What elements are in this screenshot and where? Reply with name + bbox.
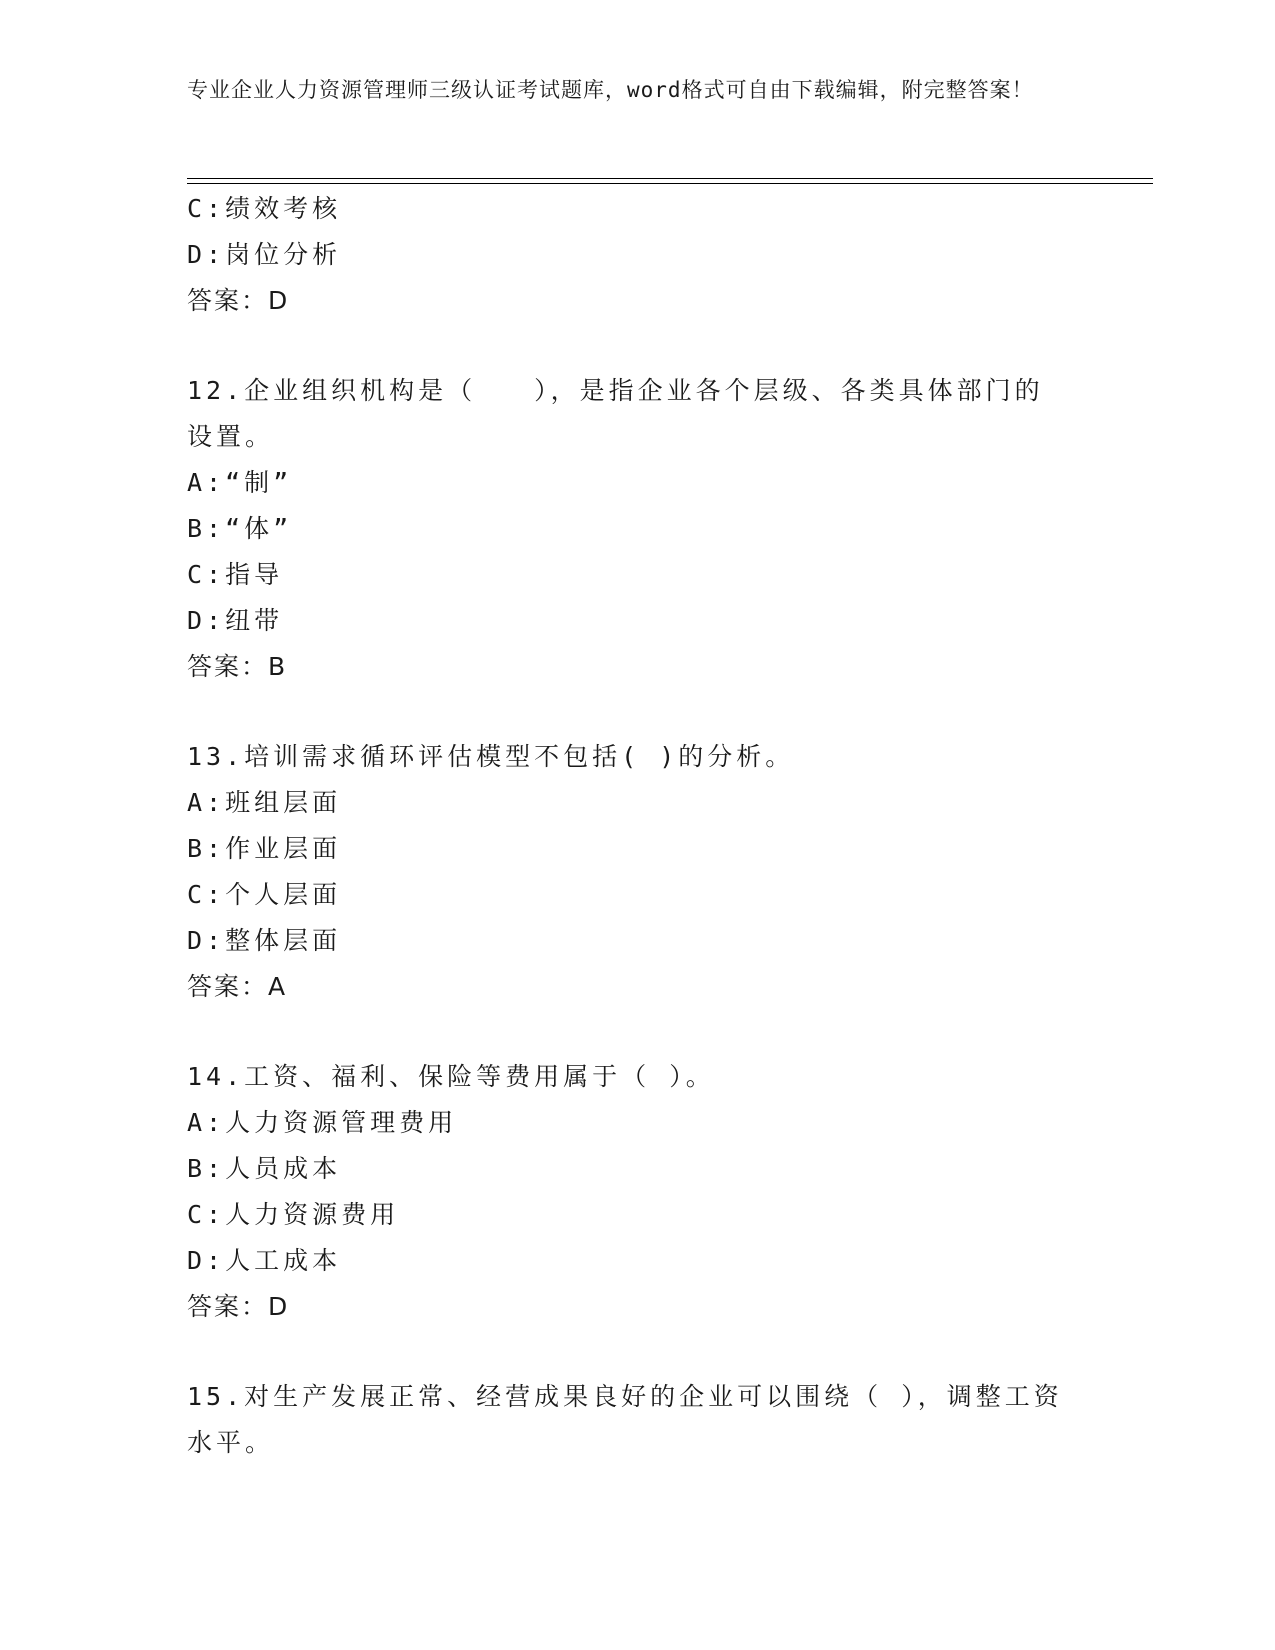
header-rule-bottom xyxy=(187,183,1153,184)
option-line xyxy=(187,460,1087,506)
option-text: 班组层面 xyxy=(225,788,342,817)
option-letter: D: xyxy=(187,240,226,269)
option-letter: C: xyxy=(187,560,226,589)
question-block xyxy=(187,734,1087,1010)
option-line xyxy=(187,232,1087,278)
option-text: 整体层面 xyxy=(225,926,342,955)
question-block xyxy=(187,1054,1087,1330)
option-letter: D: xyxy=(187,606,226,635)
option-letter: A: xyxy=(187,788,226,817)
question-stem: 15.对生产发展正常、经营成果良好的企业可以围绕（ ），调整工资水平。 xyxy=(187,1382,1063,1457)
option-letter: A: xyxy=(187,1108,226,1137)
option-line xyxy=(187,1100,1087,1146)
option-letter: C: xyxy=(187,194,226,223)
option-letter: B: xyxy=(187,1154,226,1183)
option-letter: C: xyxy=(187,880,226,909)
option-letter: D: xyxy=(187,926,226,955)
option-letter: B: xyxy=(187,514,226,543)
option-text: “体” xyxy=(225,514,293,543)
option-text: 指导 xyxy=(225,560,284,589)
option-line xyxy=(187,872,1087,918)
option-letter: A: xyxy=(187,468,226,497)
option-text: 绩效考核 xyxy=(225,194,342,223)
answer-line: 答案：B xyxy=(187,652,288,681)
question-stem: 14.工资、福利、保险等费用属于（ ）。 xyxy=(187,1062,715,1091)
question-list xyxy=(187,186,1087,1466)
option-line xyxy=(187,1146,1087,1192)
option-line xyxy=(187,780,1087,826)
question-stem: 12.企业组织机构是（ ），是指企业各个层级、各类具体部门的设置。 xyxy=(187,376,1044,451)
option-letter: D: xyxy=(187,1246,226,1275)
answer-line: 答案：A xyxy=(187,972,288,1001)
option-text: 人工成本 xyxy=(225,1246,342,1275)
option-line xyxy=(187,598,1087,644)
option-line xyxy=(187,552,1087,598)
option-text: “制” xyxy=(225,468,293,497)
question-block xyxy=(187,1374,1087,1466)
option-line xyxy=(187,826,1087,872)
option-line xyxy=(187,1238,1087,1284)
option-letter: B: xyxy=(187,834,226,863)
question-block-continued xyxy=(187,186,1087,324)
option-letter: C: xyxy=(187,1200,226,1229)
option-text: 作业层面 xyxy=(225,834,342,863)
answer-line: 答案：D xyxy=(187,286,290,315)
option-text: 纽带 xyxy=(225,606,284,635)
question-block xyxy=(187,368,1087,690)
option-line xyxy=(187,186,1087,232)
option-text: 人员成本 xyxy=(225,1154,342,1183)
question-stem: 13.培训需求循环评估模型不包括( )的分析。 xyxy=(187,742,795,771)
option-text: 个人层面 xyxy=(225,880,342,909)
option-text: 人力资源管理费用 xyxy=(225,1108,458,1137)
option-line xyxy=(187,918,1087,964)
option-text: 人力资源费用 xyxy=(225,1200,400,1229)
option-text: 岗位分析 xyxy=(225,240,342,269)
header-rule-top xyxy=(187,178,1153,179)
answer-line: 答案：D xyxy=(187,1292,290,1321)
header-note: 专业企业人力资源管理师三级认证考试题库，word格式可自由下载编辑，附完整答案！ xyxy=(187,78,1034,102)
option-line xyxy=(187,506,1087,552)
option-line xyxy=(187,1192,1087,1238)
